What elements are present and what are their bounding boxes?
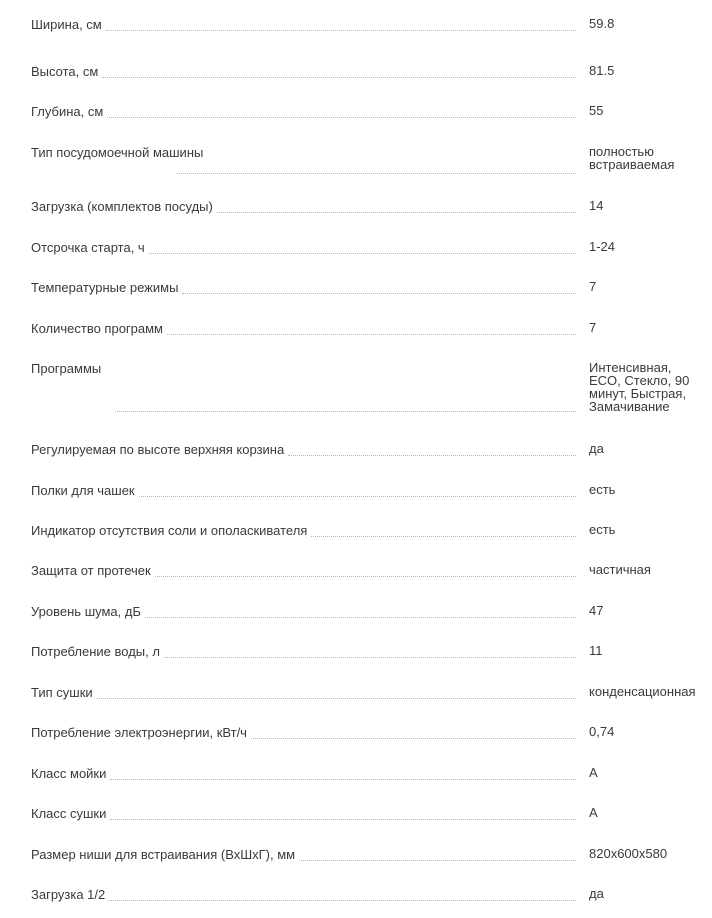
- spec-value: да: [589, 441, 604, 456]
- dotted-leader: [299, 859, 576, 861]
- spec-row-drying-type: [31, 685, 712, 725]
- spec-name: Температурные режимы: [31, 280, 182, 295]
- spec-value: 81.5: [589, 63, 615, 78]
- spec-row-program-count: [31, 321, 712, 361]
- spec-value: 1-24: [589, 239, 616, 254]
- spec-name: Загрузка 1/2: [31, 887, 109, 902]
- spec-value: 14: [589, 198, 604, 213]
- spec-value: 59.8: [589, 16, 615, 31]
- dotted-leader: [217, 211, 576, 213]
- spec-name: Глубина, см: [31, 104, 107, 119]
- dotted-leader: [311, 535, 576, 537]
- spec-list: [31, 17, 712, 917]
- spec-value: да: [589, 886, 604, 901]
- dotted-leader: [115, 410, 576, 412]
- spec-row-temperature-modes: [31, 280, 712, 321]
- spec-row-wash-class: [31, 766, 712, 806]
- dotted-leader: [97, 697, 576, 699]
- dotted-leader: [164, 656, 576, 658]
- spec-value: 47: [589, 603, 604, 618]
- spec-row-half-load: [31, 887, 712, 917]
- spec-row-dry-class: [31, 806, 712, 847]
- spec-row-noise: [31, 604, 712, 644]
- spec-name: Ширина, см: [31, 17, 106, 32]
- spec-value: 7: [589, 279, 597, 294]
- spec-row-height: [31, 64, 712, 104]
- spec-name: Загрузка (комплектов посуды): [31, 199, 217, 214]
- spec-row-leak-protection: [31, 563, 712, 604]
- spec-value: 7: [589, 320, 597, 335]
- spec-value: 11: [589, 643, 603, 658]
- spec-name: Потребление электроэнергии, кВт/ч: [31, 725, 251, 740]
- spec-name: Тип сушки: [31, 685, 97, 700]
- spec-name: Количество программ: [31, 321, 167, 336]
- dotted-leader: [109, 899, 576, 901]
- spec-row-type: [31, 145, 712, 199]
- spec-value: частичная: [589, 562, 651, 577]
- spec-value: Интенсивная, ECO, Стекло, 90 минут, Быстрая, Замачивание: [589, 360, 690, 414]
- dotted-leader: [110, 778, 576, 780]
- dotted-leader: [182, 292, 576, 294]
- spec-value: конденсационная: [589, 684, 696, 699]
- dotted-leader: [145, 616, 576, 618]
- spec-name: Тип посудомоечной машины: [31, 145, 207, 160]
- spec-row-adjustable-basket: [31, 442, 712, 483]
- dotted-leader: [110, 818, 576, 820]
- dotted-leader: [102, 76, 576, 78]
- spec-value: есть: [589, 482, 616, 497]
- dotted-leader: [107, 116, 576, 118]
- spec-name: Индикатор отсутствия соли и ополаскивателя: [31, 523, 311, 538]
- spec-row-salt-indicator: [31, 523, 712, 563]
- spec-value: 0,74: [589, 724, 615, 739]
- spec-row-cup-shelves: [31, 483, 712, 523]
- spec-name: Размер ниши для встраивания (ВхШхГ), мм: [31, 847, 299, 862]
- dotted-leader: [288, 454, 576, 456]
- spec-row-niche-size: [31, 847, 712, 887]
- spec-row-water: [31, 644, 712, 685]
- spec-row-programs: [31, 361, 712, 442]
- spec-name: Потребление воды, л: [31, 644, 164, 659]
- spec-row-width: [31, 17, 712, 64]
- spec-name: Уровень шума, дБ: [31, 604, 145, 619]
- dotted-leader: [106, 29, 576, 31]
- spec-row-energy: [31, 725, 712, 766]
- spec-name: Класс мойки: [31, 766, 110, 781]
- spec-name: Полки для чашек: [31, 483, 139, 498]
- spec-row-depth: [31, 104, 712, 145]
- dotted-leader: [251, 737, 576, 739]
- spec-value: полностью встраиваемая: [589, 144, 675, 172]
- spec-name: Класс сушки: [31, 806, 110, 821]
- spec-row-delay: [31, 240, 712, 280]
- spec-name: Отсрочка старта, ч: [31, 240, 149, 255]
- spec-value: 820x600x580: [589, 846, 668, 861]
- spec-value: A: [589, 805, 598, 820]
- spec-row-load: [31, 199, 712, 240]
- dotted-leader: [139, 495, 576, 497]
- dotted-leader: [149, 252, 576, 254]
- spec-name: Регулируемая по высоте верхняя корзина: [31, 442, 288, 457]
- dotted-leader: [155, 575, 576, 577]
- spec-name: Программы: [31, 361, 105, 376]
- spec-value: A: [589, 765, 598, 780]
- spec-value: 55: [589, 103, 604, 118]
- spec-name: Высота, см: [31, 64, 102, 79]
- spec-value: есть: [589, 522, 616, 537]
- spec-name: Защита от протечек: [31, 563, 155, 578]
- dotted-leader: [167, 333, 576, 335]
- dotted-leader: [177, 172, 576, 174]
